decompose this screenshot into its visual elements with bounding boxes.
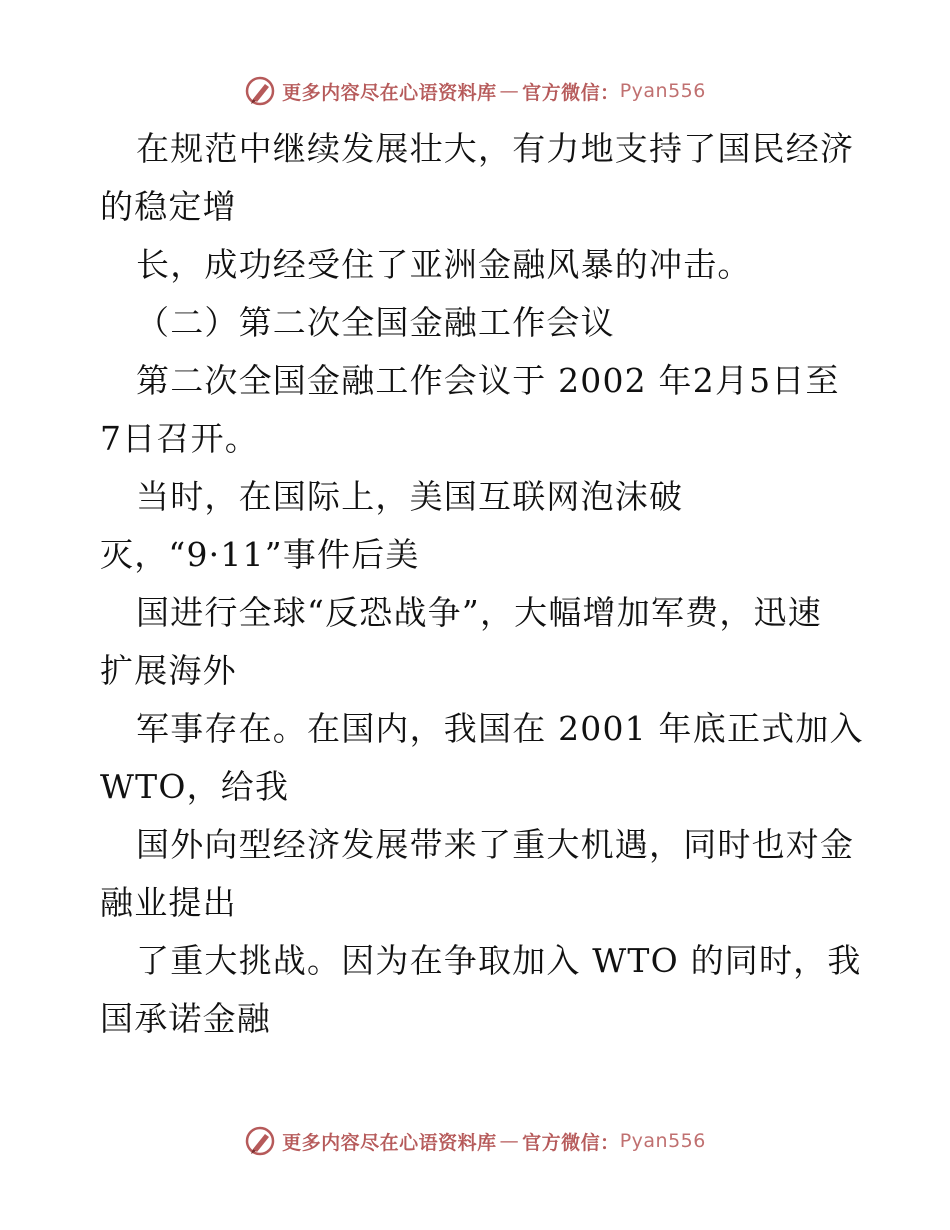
text-line: 当时，在国际上，美国互联网泡沫破 bbox=[136, 477, 684, 516]
watermark-label: 官方微信： bbox=[522, 81, 620, 104]
text-line: 在规范中继续发展壮大，有力地支持了国民经济 bbox=[136, 129, 855, 168]
text-line: 国外向型经济发展带来了重大机遇，同时也对金 bbox=[136, 825, 855, 864]
text-line: 融业提出 bbox=[100, 883, 237, 922]
text-line: 的稳定增 bbox=[100, 187, 237, 226]
watermark-handle: Pyan556 bbox=[619, 80, 706, 102]
text-line: 灭，“9·11”事件后美 bbox=[100, 535, 420, 574]
text-line: WTO，给我 bbox=[100, 767, 290, 806]
text-line: 长，成功经受住了亚洲金融风暴的冲击。 bbox=[136, 245, 752, 284]
text-line: 第二次全国金融工作会议于 2002 年2月5日至 bbox=[136, 361, 840, 400]
text-line: 了重大挑战。因为在争取加入 WTO 的同时，我 bbox=[136, 941, 862, 980]
watermark-dash: — bbox=[499, 80, 520, 102]
text-line: 7日召开。 bbox=[100, 419, 259, 458]
section-heading: （二）第二次全国金融工作会议 bbox=[136, 303, 615, 342]
watermark-text: 更多内容尽在心语资料库 bbox=[282, 81, 497, 104]
header-watermark bbox=[0, 71, 950, 111]
text-line: 扩展海外 bbox=[100, 651, 237, 690]
pen-seal-icon bbox=[244, 1125, 276, 1157]
watermark-handle: Pyan556 bbox=[619, 1130, 706, 1152]
text-line: 国承诺金融 bbox=[100, 999, 271, 1038]
watermark-text: 更多内容尽在心语资料库 bbox=[282, 1131, 497, 1154]
text-line: 国进行全球“反恐战争”，大幅增加军费，迅速 bbox=[136, 593, 822, 632]
watermark-label: 官方微信： bbox=[522, 1131, 620, 1154]
footer-watermark bbox=[0, 1121, 950, 1161]
pen-seal-icon bbox=[244, 75, 276, 107]
text-line: 军事存在。在国内，我国在 2001 年底正式加入 bbox=[136, 709, 864, 748]
watermark-dash: — bbox=[499, 1130, 520, 1152]
